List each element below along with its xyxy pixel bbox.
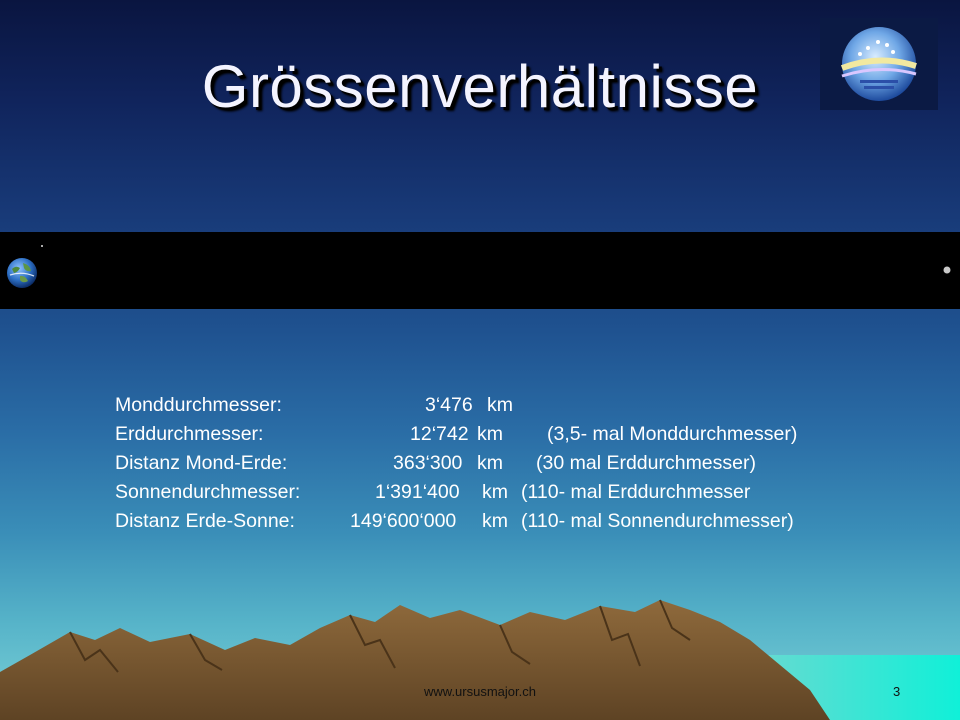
fact-value: 12‘742 xyxy=(410,423,469,445)
fact-label: Monddurchmesser: xyxy=(115,394,282,416)
fact-value: 363‘300 xyxy=(393,452,463,474)
fact-unit: km xyxy=(482,510,508,532)
slide-title: Grössenverhältnisse xyxy=(201,53,759,120)
fact-unit: km xyxy=(477,452,503,474)
fact-unit: km xyxy=(487,394,513,416)
fact-unit: km xyxy=(477,423,503,445)
fact-value: 3‘476 xyxy=(425,394,473,416)
fact-note: (30 mal Erddurchmesser) xyxy=(536,452,756,474)
page-number: 3 xyxy=(893,684,901,699)
fact-label: Sonnendurchmesser: xyxy=(115,481,301,503)
fact-note: (110- mal Erddurchmesser xyxy=(521,481,751,503)
fact-label: Erddurchmesser: xyxy=(115,423,264,445)
fact-note: (3,5- mal Monddurchmesser) xyxy=(547,423,798,445)
fact-label: Distanz Erde-Sonne: xyxy=(115,510,295,532)
fact-label: Distanz Mond-Erde: xyxy=(115,452,288,474)
fact-note: (110- mal Sonnendurchmesser) xyxy=(521,510,794,532)
fact-unit: km xyxy=(482,481,508,503)
fact-value: 1‘391‘400 xyxy=(375,481,460,503)
footer-link[interactable]: www.ursusmajor.ch xyxy=(424,684,536,699)
fact-value: 149‘600‘000 xyxy=(350,510,457,532)
